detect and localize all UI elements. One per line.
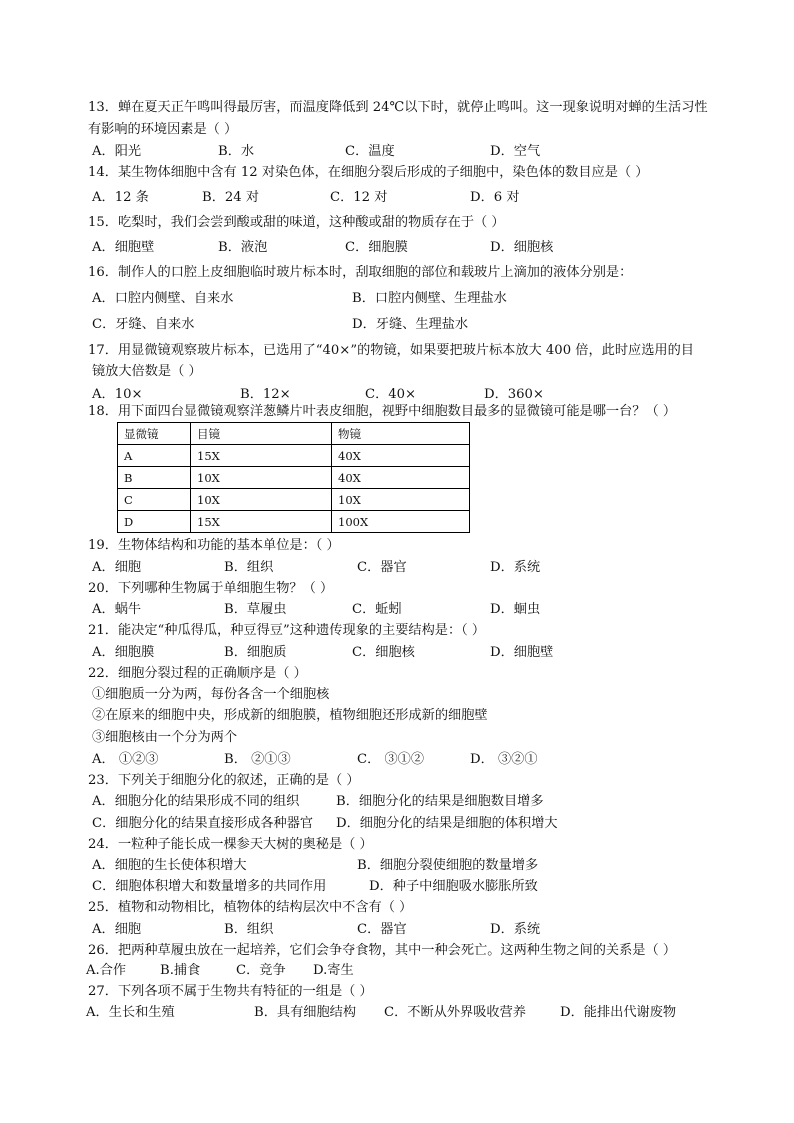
option-d: D．细胞核: [490, 240, 554, 255]
question-22-step-1: ①细胞质一分为两，每份各含一个细胞核: [92, 687, 330, 702]
option-b: B．细胞质: [224, 645, 287, 660]
option-d: D． ③②①: [470, 752, 538, 767]
table-cell: B: [118, 467, 191, 489]
option-b: B．组织: [224, 560, 274, 575]
option-a: A．生长和生殖: [86, 1005, 175, 1020]
option-d: D．细胞壁: [490, 645, 554, 660]
question-27-stem: 27．下列各项不属于生物共有特征的一组是（ ）: [88, 984, 373, 999]
table-header-row: [118, 423, 470, 445]
option-a: A．细胞: [92, 922, 142, 937]
option-d: D．种子中细胞吸水膨胀所致: [369, 879, 538, 894]
microscope-table: [117, 422, 470, 533]
table-row: [118, 489, 470, 511]
option-b: B.捕食: [160, 963, 201, 978]
question-26-stem: 26．把两种草履虫放在一起培养，它们会争夺食物，其中一种会死亡。这两种生物之间的关系是（ ）: [88, 943, 677, 958]
question-21-stem: 21．能决定“种瓜得瓜，种豆得豆”这种遗传现象的主要结构是：（ ）: [88, 623, 486, 638]
option-c: C．蚯蚓: [352, 602, 402, 617]
option-a: A.合作: [86, 963, 127, 978]
question-19-stem: 19．生物体结构和功能的基本单位是：（ ）: [88, 538, 340, 553]
option-b: B．组织: [224, 922, 274, 937]
option-d: D．空气: [490, 144, 541, 159]
question-13-stem-continued: 有影响的环境因素是（ ）: [88, 122, 238, 137]
option-c: C．40×: [365, 387, 417, 402]
option-c: C．器官: [357, 922, 407, 937]
option-c: C．12 对: [330, 190, 388, 205]
option-a: A．口腔内侧壁、自来水: [92, 291, 234, 306]
option-c: C．竞争: [236, 963, 286, 978]
option-b: B．液泡: [218, 240, 268, 255]
option-b: B．细胞分化的结果是细胞数目增多: [336, 794, 544, 809]
option-d: D．系统: [490, 922, 541, 937]
option-c: C． ③①②: [357, 752, 425, 767]
option-d: D．360×: [484, 387, 544, 402]
question-17-stem-continued: 镜放大倍数是（ ）: [92, 364, 202, 379]
option-b: B．24 对: [202, 190, 260, 205]
option-a: A．12 条: [92, 190, 149, 205]
option-a: A．10×: [92, 387, 143, 402]
option-c: C．细胞分化的结果直接形成各种器官: [92, 816, 314, 831]
table-cell: 10X: [332, 489, 470, 511]
table-header-cell: 目镜: [191, 423, 332, 445]
question-18-stem: 18．用下面四台显微镜观察洋葱鳞片叶表皮细胞，视野中细胞数目最多的显微镜可能是哪一台？（ ）: [88, 404, 677, 419]
table-cell: 15X: [191, 511, 332, 533]
option-b: B．细胞分裂使细胞的数量增多: [357, 858, 539, 873]
option-c: C．细胞膜: [345, 240, 408, 255]
option-a: A．细胞膜: [92, 645, 155, 660]
table-cell: C: [118, 489, 191, 511]
table-cell: 40X: [332, 445, 470, 467]
table-cell: 40X: [332, 467, 470, 489]
question-24-stem: 24．一粒种子能长成一棵参天大树的奥秘是（ ）: [88, 837, 373, 852]
question-13-stem: 13．蝉在夏天正午鸣叫得最厉害，而温度降低到 24℃以下时，就停止鸣叫。这一现象说明对蝉的生活习性: [88, 100, 708, 115]
question-22-step-3: ③细胞核由一个分为两个: [92, 730, 238, 745]
option-b: B．水: [218, 144, 255, 159]
option-c: C．器官: [357, 560, 407, 575]
question-14-stem: 14．某生物体细胞中含有 12 对染色体，在细胞分裂后形成的子细胞中，染色体的数目应是（ ）: [88, 165, 649, 180]
option-d: D.寄生: [313, 963, 354, 978]
option-d: D．能排出代谢废物: [560, 1005, 677, 1020]
table-cell: 10X: [191, 489, 332, 511]
option-a: A．阳光: [92, 144, 142, 159]
question-22-stem: 22．细胞分裂过程的正确顺序是（ ）: [88, 666, 307, 681]
option-a: A．蜗牛: [92, 602, 142, 617]
option-b: B．12×: [240, 387, 291, 402]
option-b: B． ②①③: [224, 752, 291, 767]
question-23-stem: 23．下列关于细胞分化的叙述，正确的是（ ）: [88, 773, 360, 788]
question-22-step-2: ②在原来的细胞中央，形成新的细胞膜，植物细胞还形成新的细胞壁: [92, 708, 488, 723]
option-a: A．细胞: [92, 560, 142, 575]
table-cell: 10X: [191, 467, 332, 489]
option-d: D．牙缝、生理盐水: [352, 317, 469, 332]
table-row: [118, 445, 470, 467]
option-b: B．草履虫: [224, 602, 287, 617]
option-b: B．口腔内侧壁、生理盐水: [352, 291, 507, 306]
table-cell: 100X: [332, 511, 470, 533]
option-d: D．系统: [490, 560, 541, 575]
option-b: B．具有细胞结构: [254, 1005, 357, 1020]
option-a: A．细胞分化的结果形成不同的组织: [92, 794, 300, 809]
option-a: A．细胞壁: [92, 240, 155, 255]
option-d: D．6 对: [470, 190, 520, 205]
table-header-cell: 显微镜: [118, 423, 191, 445]
question-16-stem: 16．制作人的口腔上皮细胞临时玻片标本时，刮取细胞的部位和载玻片上滴加的液体分别是：: [88, 265, 633, 280]
table-row: [118, 467, 470, 489]
table-cell: D: [118, 511, 191, 533]
table-cell: A: [118, 445, 191, 467]
table-cell: 15X: [191, 445, 332, 467]
option-a: A． ①②③: [92, 752, 159, 767]
question-15-stem: 15．吃梨时，我们会尝到酸或甜的味道，这种酸或甜的物质存在于（ ）: [88, 215, 505, 230]
option-d: D．细胞分化的结果是细胞的体积增大: [336, 816, 558, 831]
question-20-stem: 20．下列哪种生物属于单细胞生物？（ ）: [88, 581, 334, 596]
question-25-stem: 25．植物和动物相比，植物体的结构层次中不含有（ ）: [88, 900, 413, 915]
option-c: C．细胞体积增大和数量增多的共同作用: [92, 879, 327, 894]
option-c: C．不断从外界吸收营养: [384, 1005, 526, 1020]
table-header-cell: 物镜: [332, 423, 470, 445]
option-c: C．牙缝、自来水: [92, 317, 195, 332]
table-row: [118, 511, 470, 533]
option-c: C．细胞核: [352, 645, 415, 660]
question-17-stem: 17．用显微镜观察玻片标本，已选用了“40×”的物镜，如果要把玻片标本放大 400 倍，此时应选用的目: [88, 343, 694, 358]
option-a: A．细胞的生长使体积增大: [92, 858, 247, 873]
option-d: D．蛔虫: [490, 602, 541, 617]
option-c: C．温度: [345, 144, 395, 159]
